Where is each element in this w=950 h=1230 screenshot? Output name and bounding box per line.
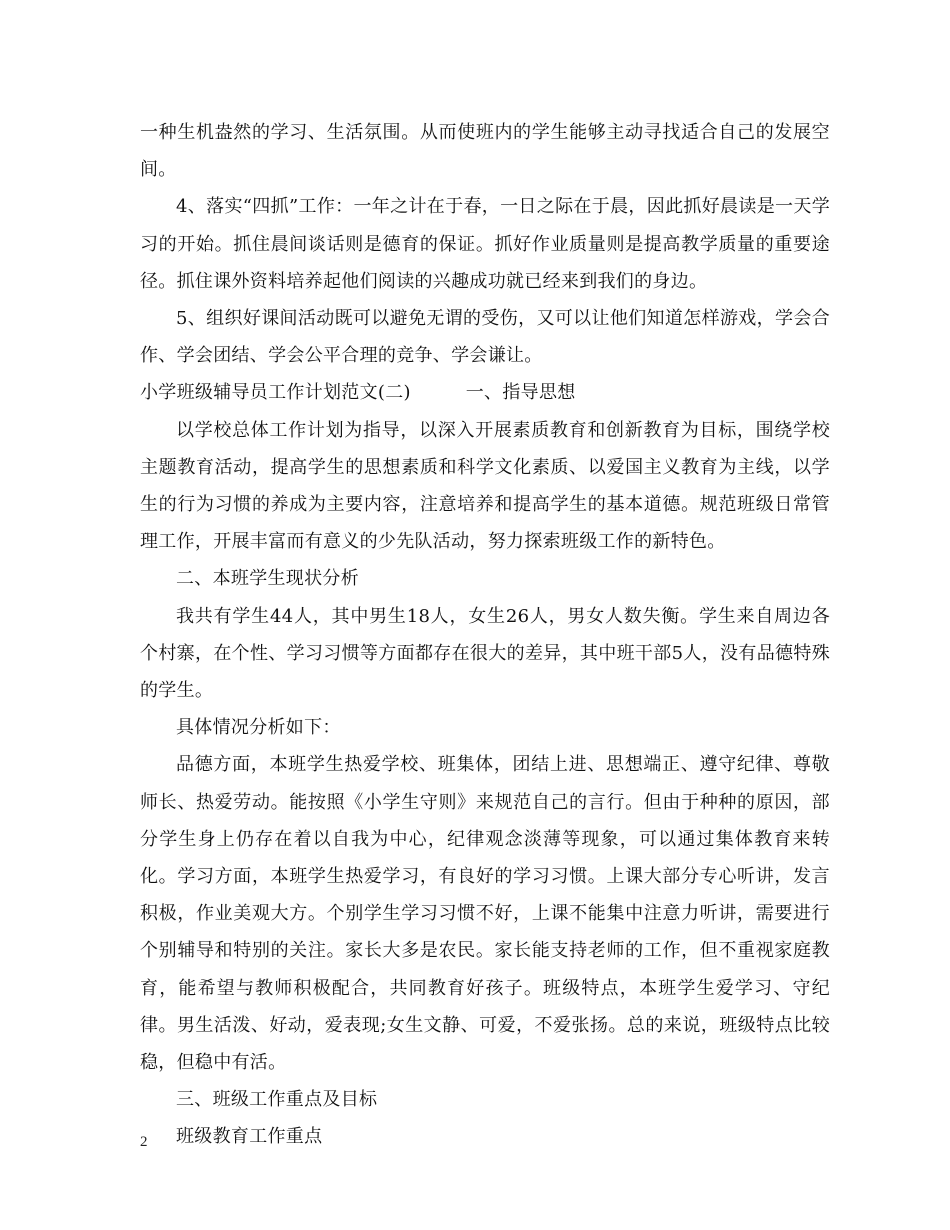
- paragraph-moral-study: 品德方面，本班学生热爱学校、班集体，团结上进、思想端正、遵守纪律、尊敬师长、热爱劳动。能按照《小学生守则》来规范自己的言行。但由于种种的原因，部分学生身上仍存在着以自我为中心，纪律观念淡薄等现象，可以通过集体教育来转化。学习方面，本班学生热爱学习，有良好的学习习惯。上课大部分专心听讲，发言积极，作业美观大方。个别学生学习习惯不好，上课不能集中注意力听讲，需要进行个别辅导和特别的关注。家长大多是农民。家长能支持老师的工作，但不重视家庭教育，能希望与教师积极配合，共同教育好孩子。班级特点，本班学生爱学习、守纪律。男生活泼、好动，爱表现;女生文静、可爱，不爱张扬。总的来说，班级特点比较稳，但稳中有活。: [140, 754, 830, 1074]
- document-body: [140, 114, 830, 1156]
- paragraph-analysis-intro: 具体情况分析如下：: [176, 717, 341, 739]
- heading-class-analysis: 二、本班学生现状分析: [176, 568, 359, 590]
- paragraph-item-4: 4、落实“四抓”工作：一年之计在于春，一日之际在于晨，因此抓好晨读是一天学习的开始。抓住晨间谈话则是德育的保证。抓好作业质量则是提高教学质量的重要途径。抓住课外资料培养起他们阅读的兴趣成功就已经来到我们的身边。: [140, 196, 830, 292]
- paragraph-student-count: 我共有学生44人，其中男生18人，女生26人，男女人数失衡。学生来自周边各个村寨，在个性、学习习惯等方面都存在很大的差异，其中班干部5人，没有品德特殊的学生。: [140, 605, 830, 702]
- paragraph-guiding-thought: 以学校总体工作计划为指导，以深入开展素质教育和创新教育为目标，围绕学校主题教育活动，提高学生的思想素质和科学文化素质、以爱国主义教育为主线，以学生的行为习惯的养成为主要内容，注意培养和提高学生的基本道德。规范班级日常管理工作，开展丰富而有意义的少先队活动，努力探索班级工作的新特色。: [140, 419, 830, 553]
- section-title: 小学班级辅导员工作计划范文(二) 一、指导思想: [140, 382, 576, 404]
- page-number: 2: [140, 1134, 148, 1150]
- paragraph-item-5: 5、组织好课间活动既可以避免无谓的受伤，又可以让他们知道怎样游戏，学会合作、学会团结、学会公平合理的竞争、学会谦让。: [140, 308, 830, 367]
- heading-education-focus: 班级教育工作重点: [176, 1126, 323, 1148]
- paragraph-1: 一种生机盎然的学习、生活氛围。从而使班内的学生能够主动寻找适合自己的发展空间。: [140, 122, 830, 181]
- heading-work-focus: 三、班级工作重点及目标: [176, 1089, 378, 1111]
